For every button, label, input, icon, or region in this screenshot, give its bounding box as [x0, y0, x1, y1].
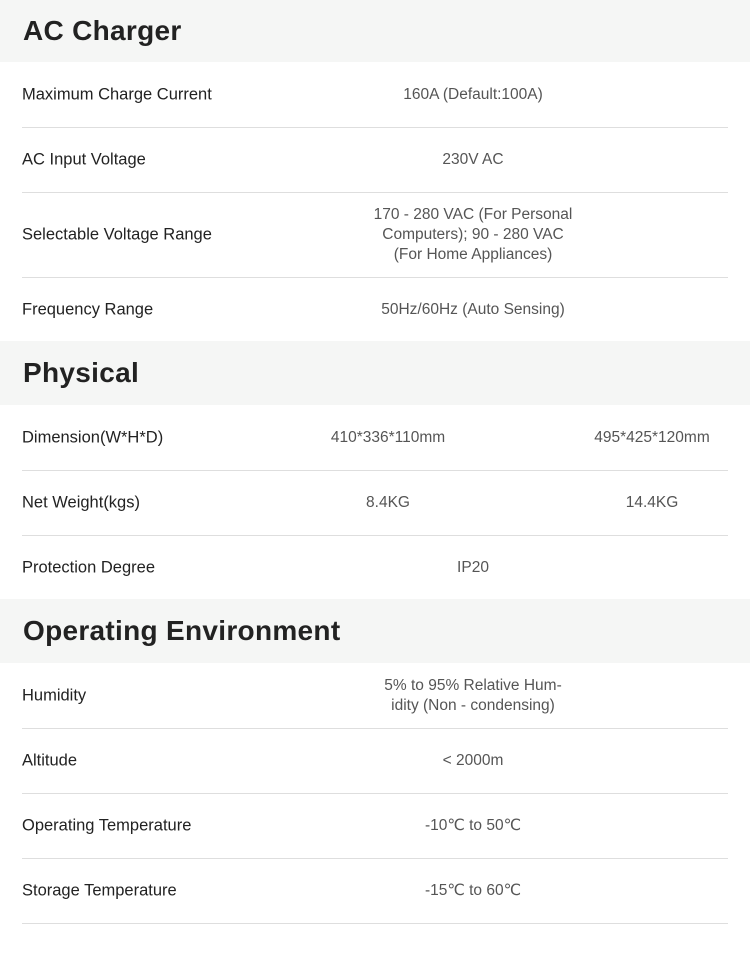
- spec-row-net-weight: [22, 471, 728, 536]
- row-label: Humidity: [22, 686, 87, 704]
- spec-row-dimension: [22, 405, 728, 471]
- row-label: Frequency Range: [22, 300, 154, 318]
- row-label: Maximum Charge Current: [22, 85, 212, 103]
- row-value: 160A (Default:100A): [403, 85, 543, 103]
- spec-row-selectable-voltage-range: [22, 193, 728, 278]
- row-value: -15℃ to 60℃: [425, 882, 521, 899]
- section-title: Physical: [23, 357, 140, 388]
- section-header-operating-environment: [0, 599, 750, 663]
- spec-row-operating-temperature: [22, 794, 728, 859]
- spec-row-ac-input-voltage: [22, 128, 728, 193]
- row-value-model-b: 495*425*120mm: [594, 428, 710, 446]
- row-label: Protection Degree: [22, 558, 155, 576]
- row-value: < 2000m: [442, 752, 504, 769]
- row-value: 230V AC: [442, 151, 504, 168]
- section-title: Operating Environment: [23, 615, 341, 646]
- spec-row-storage-temperature: [22, 859, 728, 924]
- row-value: 5% to 95% Relative Hum- idity (Non - condensing): [384, 676, 562, 714]
- row-label: Storage Temperature: [22, 881, 177, 900]
- row-value-model-a: 8.4KG: [366, 494, 410, 511]
- row-value-model-a: 410*336*110mm: [330, 428, 446, 446]
- spec-row-maximum-charge-current: [22, 62, 728, 128]
- section-header-ac-charger: [0, 0, 750, 62]
- spec-row-humidity: [22, 663, 728, 729]
- row-value: -10℃ to 50℃: [425, 817, 521, 834]
- spec-row-frequency-range: [22, 278, 728, 341]
- row-label: Net Weight(kgs): [22, 493, 140, 512]
- row-label: Operating Temperature: [22, 816, 192, 835]
- row-label: Altitude: [22, 751, 78, 770]
- row-value: IP20: [457, 558, 489, 576]
- section-header-physical: [0, 341, 750, 405]
- row-label: Dimension(W*H*D): [22, 428, 164, 446]
- row-value-model-b: 14.4KG: [625, 494, 679, 511]
- section-title: AC Charger: [23, 15, 182, 46]
- row-label: Selectable Voltage Range: [22, 225, 212, 244]
- row-value: 170 - 280 VAC (For Personal Computers); 90 - 280 VAC (For Home Appliances): [373, 206, 573, 263]
- row-label: AC Input Voltage: [22, 150, 146, 169]
- spec-row-altitude: [22, 729, 728, 794]
- row-value: 50Hz/60Hz (Auto Sensing): [381, 300, 565, 318]
- spec-row-protection-degree: [22, 536, 728, 599]
